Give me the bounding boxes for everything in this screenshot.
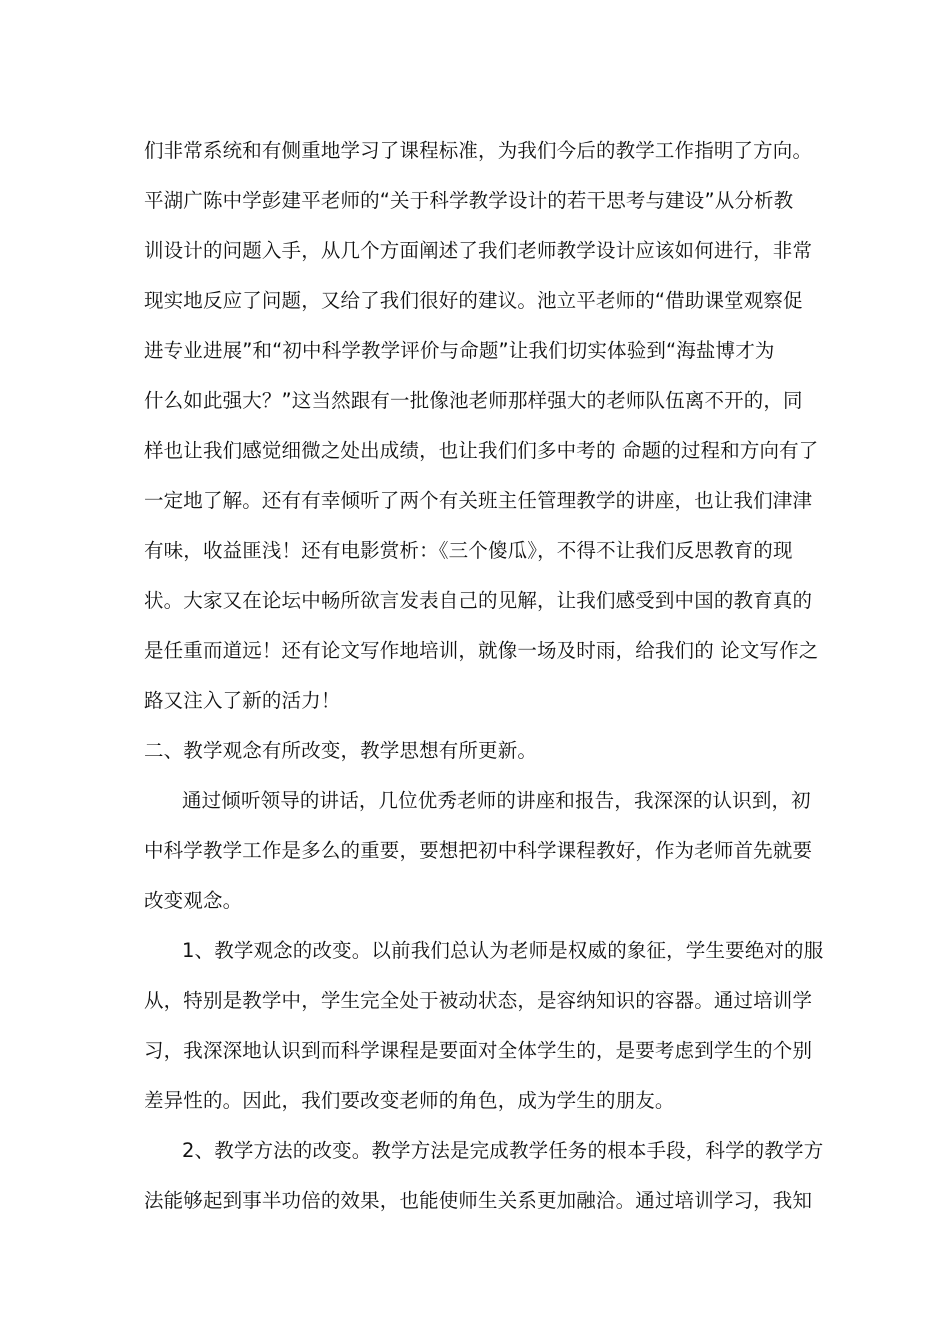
text-line: 中科学教学工作是多么的重要，要想把初中科学课程教好，作为老师首先就要: [144, 839, 813, 862]
text-line: 路又注入了新的活力！: [144, 689, 341, 712]
text-line: 什么如此强大？”这当然跟有一批像池老师那样强大的老师队伍离不开的，同: [144, 389, 803, 412]
text-line: 1、教学观念的改变。以前我们总认为老师是权威的象征，学生要绝对的服: [182, 939, 824, 962]
text-line: 们非常系统和有侧重地学习了课程标准，为我们今后的教学工作指明了方向。: [144, 139, 813, 162]
text-line: 通过倾听领导的讲话，几位优秀老师的讲座和报告，我深深的认识到，初: [182, 789, 811, 812]
section-heading: 二、教学观念有所改变，教学思想有所更新。: [144, 739, 538, 762]
text-line: 训设计的问题入手，从几个方面阐述了我们老师教学设计应该如何进行，非常: [144, 239, 813, 262]
text-line: 差异性的。因此，我们要改变老师的角色，成为学生的朋友。: [144, 1089, 675, 1112]
text-line: 样也让我们感觉细微之处出成绩，也让我们们多中考的 命题的过程和方向有了: [144, 439, 819, 462]
text-line: 2、教学方法的改变。教学方法是完成教学任务的根本手段，科学的教学方: [182, 1139, 824, 1162]
text-line: 平湖广陈中学彭建平老师的“关于科学教学设计的若干思考与建设”从分析教: [144, 189, 794, 212]
text-line: 现实地反应了问题，又给了我们很好的建议。池立平老师的“借助课堂观察促: [144, 289, 803, 312]
text-line: 改变观念。: [144, 889, 243, 912]
text-line: 一定地了解。还有有幸倾听了两个有关班主任管理教学的讲座，也让我们津津: [144, 489, 813, 512]
text-line: 习，我深深地认识到而科学课程是要面对全体学生的，是要考虑到学生的个别: [144, 1039, 813, 1062]
text-line: 是任重而道远！还有论文写作地培训，就像一场及时雨，给我们的 论文写作之: [144, 639, 819, 662]
text-line: 从，特别是教学中，学生完全处于被动状态，是容纳知识的容器。通过培训学: [144, 989, 813, 1012]
text-line: 状。大家又在论坛中畅所欲言发表自己的见解，让我们感受到中国的教育真的: [144, 589, 813, 612]
text-line: 有味，收益匪浅！还有电影赏析：《三个傻瓜》，不得不让我们反思教育的现: [144, 539, 793, 562]
text-line: 进专业进展”和“初中科学教学评价与命题”让我们切实体验到“海盐博才为: [144, 339, 775, 362]
text-line: 法能够起到事半功倍的效果，也能使师生关系更加融洽。通过培训学习，我知: [144, 1189, 813, 1212]
